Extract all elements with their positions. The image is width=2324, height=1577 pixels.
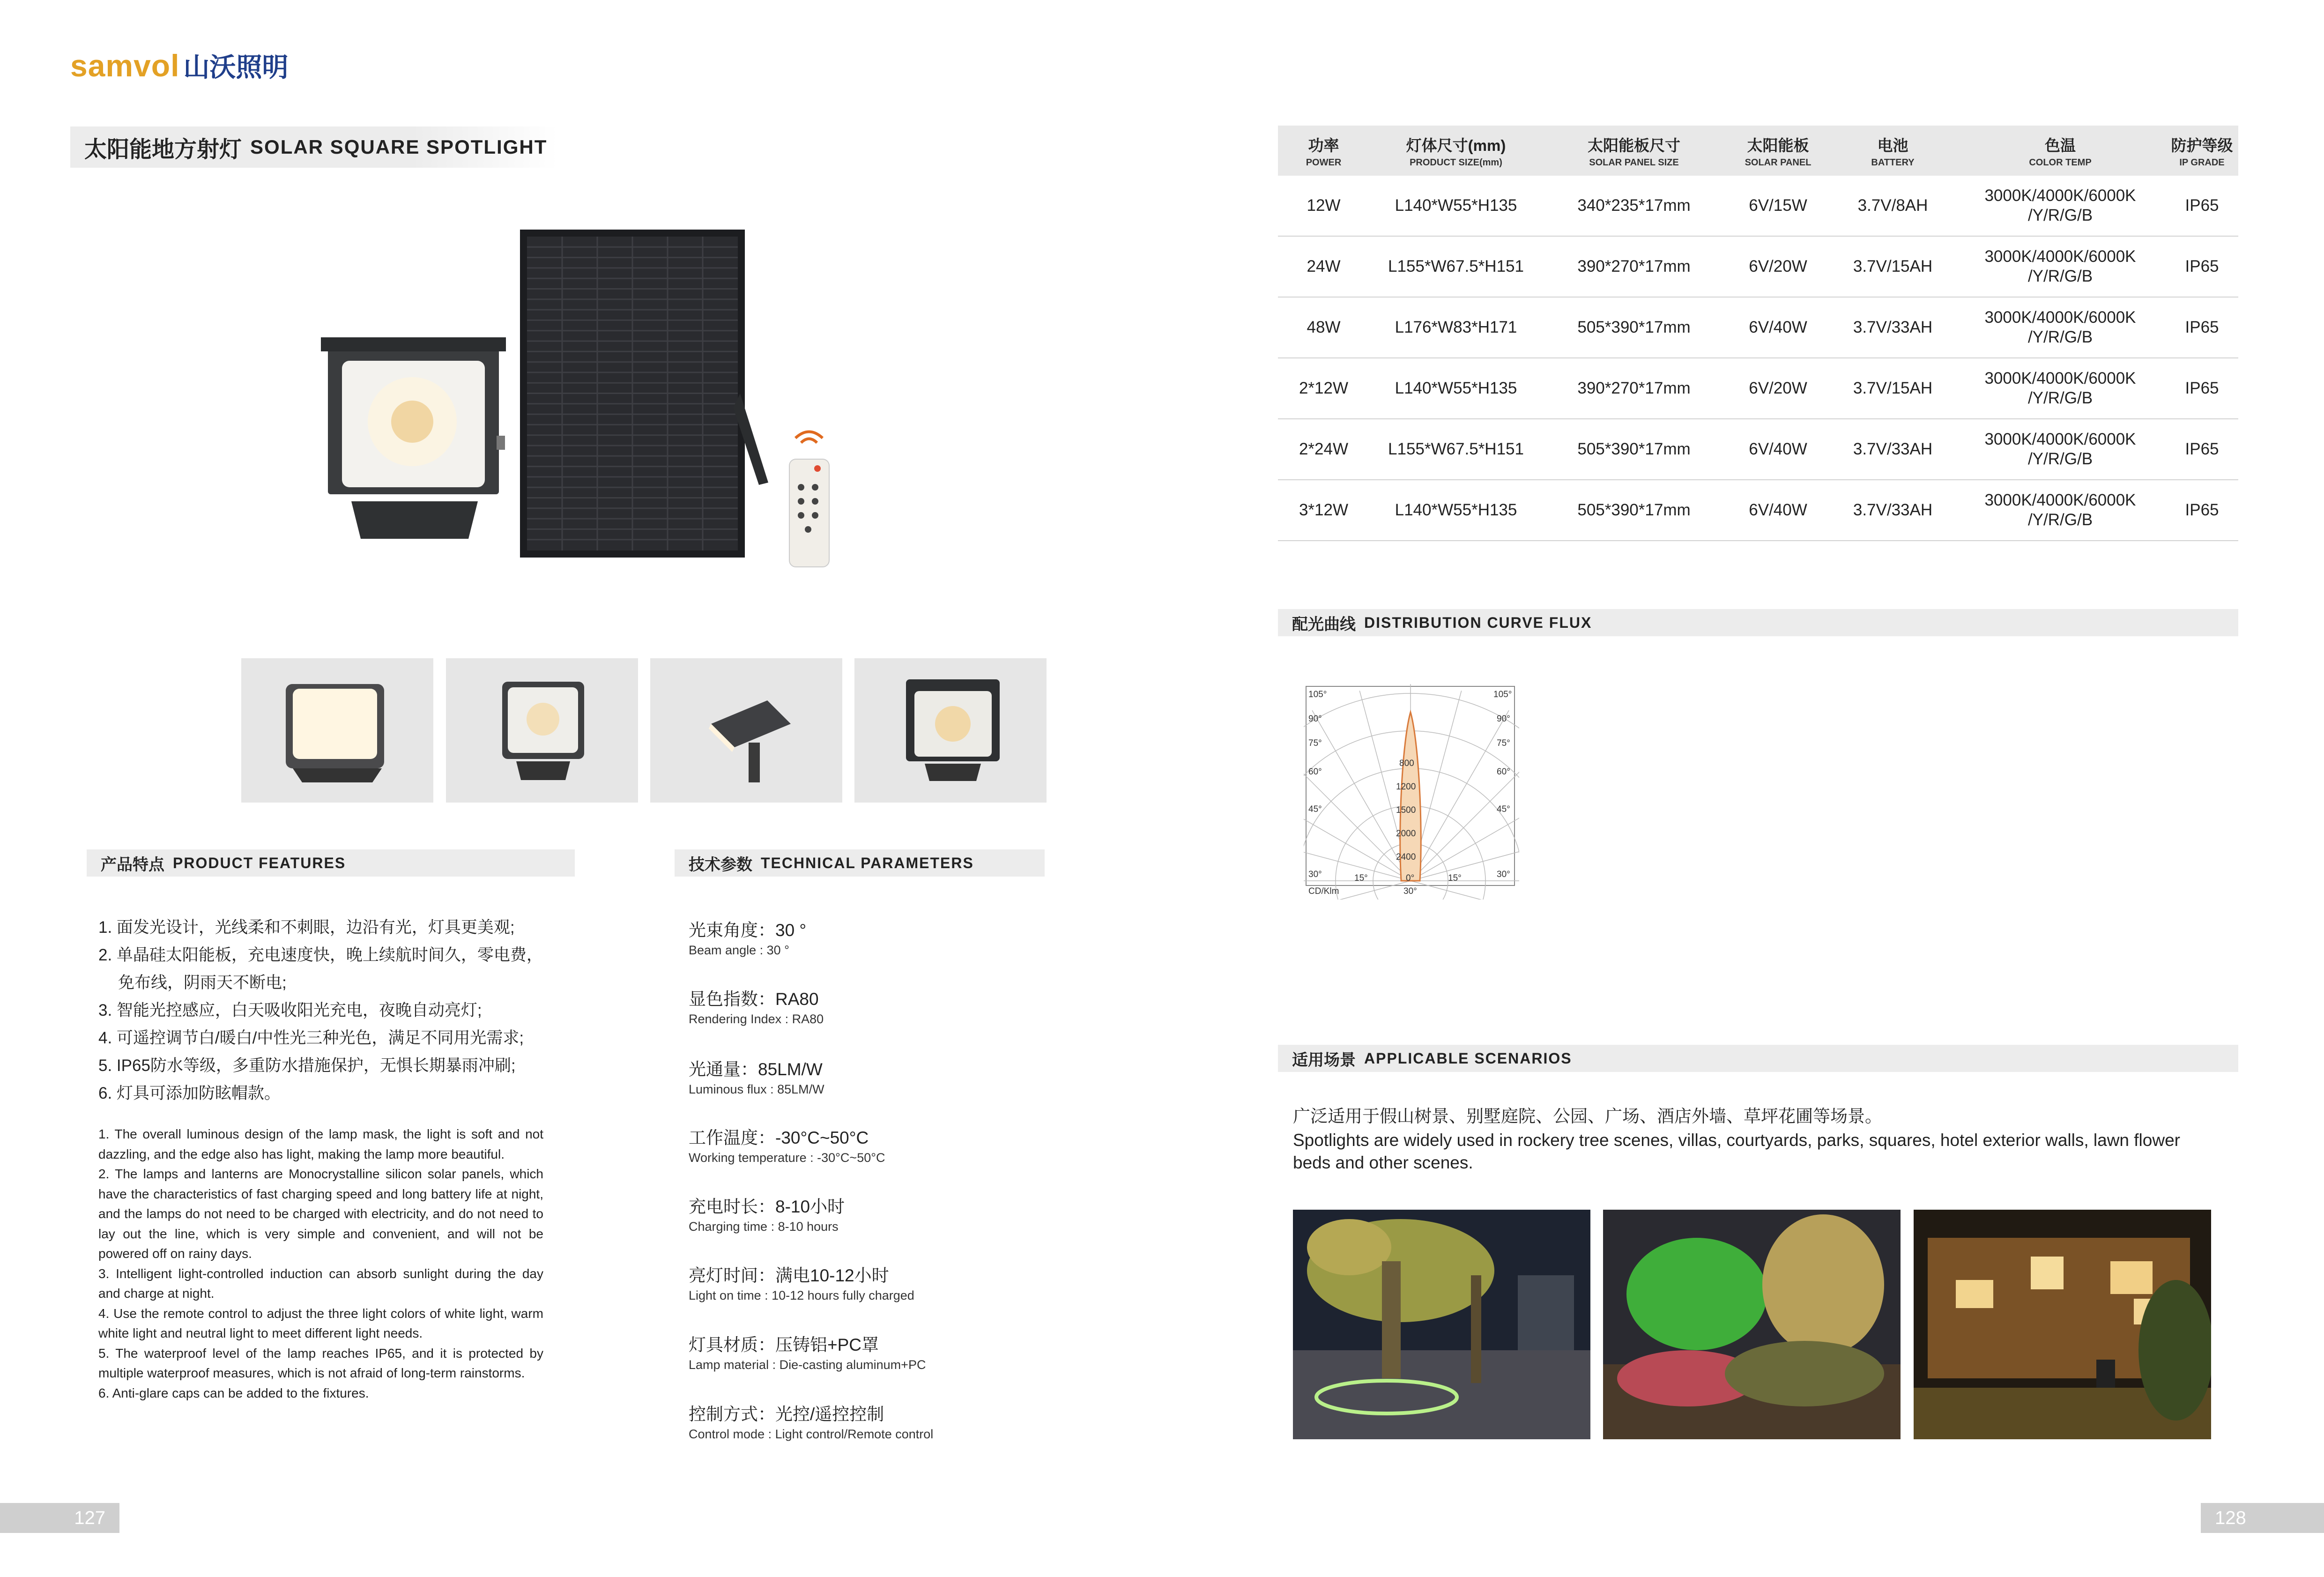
cell-product-size: L176*W83*H171: [1369, 297, 1543, 358]
angle-label-left: 45°: [1308, 804, 1322, 814]
feature-cn-line: 3. 智能光控感应，白天吸收阳光充电，夜晚自动亮灯;: [98, 1001, 482, 1019]
cell-power: 24W: [1278, 236, 1369, 297]
param-en: Light on time : 10-12 hours fully charged: [689, 1288, 914, 1302]
cell-power: 12W: [1278, 176, 1369, 236]
page-number-left: [0, 1503, 119, 1533]
cell-product-size: L155*W67.5*H151: [1369, 236, 1543, 297]
thumbnail-3[interactable]: [650, 658, 842, 803]
solar-panel: [520, 230, 768, 558]
distribution-header-en: DISTRIBUTION CURVE FLUX: [1364, 614, 1592, 631]
thumbnail-1[interactable]: [241, 658, 433, 803]
feature-en-paragraph: 1. The overall luminous design of the lamp mask, the light is soft and not dazzling, and the edge also has light, making the lamp more beautiful.: [98, 1127, 543, 1161]
remote-control: [789, 432, 829, 567]
param-cn: 显色指数：RA80: [689, 989, 819, 1009]
param-charging-time: [689, 1192, 1063, 1234]
cell-ip-grade: IP65: [2166, 176, 2238, 236]
param-lamp-material: [689, 1331, 1063, 1372]
param-en: Working temperature : -30°C~50°C: [689, 1151, 885, 1165]
col-header-solar-panel: 太阳能板 SOLAR PANEL: [1725, 126, 1831, 176]
params-header: [675, 849, 1045, 877]
cell-ip-grade: IP65: [2166, 297, 2238, 358]
angle-label-left: 30°: [1308, 870, 1322, 879]
cell-battery: 3.7V/8AH: [1831, 176, 1955, 236]
polar-value-label: 1200: [1396, 782, 1416, 792]
cell-ip-grade: IP65: [2166, 236, 2238, 297]
logo-text-cn: 山沃照明: [183, 52, 289, 82]
scene-photo-garden: [1603, 1210, 1901, 1439]
param-en: Luminous flux : 85LM/W: [689, 1082, 824, 1096]
table-row: [1278, 297, 2238, 358]
page-number-right: [2201, 1503, 2324, 1533]
param-cn: 灯具材质：压铸铝+PC罩: [689, 1335, 879, 1354]
angle-label-right: 90°: [1497, 714, 1510, 724]
col-header-battery: 电池 BATTERY: [1831, 126, 1955, 176]
product-title-cn: 太阳能地方射灯: [84, 137, 242, 162]
param-cn: 控制方式：光控/遥控控制: [689, 1405, 884, 1424]
distribution-header-cn: 配光曲线: [1292, 615, 1356, 633]
param-control-mode: [689, 1400, 1063, 1442]
cell-color-temp: 3000K/4000K/6000K /Y/R/G/B: [1955, 236, 2166, 297]
param-en: Lamp material : Die-casting aluminum+PC: [689, 1358, 926, 1372]
scene-photo-wall: [1914, 1210, 2211, 1439]
param-beam-angle: [689, 916, 1063, 958]
product-title-bar: [70, 126, 557, 168]
cell-solar-panel-size: 390*270*17mm: [1543, 236, 1725, 297]
scenarios-header-en: APPLICABLE SCENARIOS: [1364, 1049, 1572, 1067]
col-header-ip-grade: 防护等级 IP GRADE: [2166, 126, 2238, 176]
angle-label-right: 105°: [1493, 690, 1512, 699]
polar-distribution-diagram: [1304, 684, 1519, 900]
param-cn: 光束角度：30 °: [689, 921, 807, 940]
table-row: [1278, 176, 2238, 236]
cell-battery: 3.7V/15AH: [1831, 236, 1955, 297]
polar-value-label: 2400: [1396, 852, 1416, 862]
col-header-product-size: 灯体尺寸(mm) PRODUCT SIZE(mm): [1369, 126, 1543, 176]
cell-power: 2*24W: [1278, 419, 1369, 480]
angle-label-left: 75°: [1308, 738, 1322, 748]
feature-cn-line: 6. 灯具可添加防眩帽款。: [98, 1084, 281, 1102]
cell-solar-panel-size: 340*235*17mm: [1543, 176, 1725, 236]
feature-en-paragraph: 3. Intelligent light-controlled induction can absorb sunlight during the day and charge at night.: [98, 1266, 543, 1301]
cell-solar-panel-size: 390*270*17mm: [1543, 358, 1725, 419]
col-header-solar-panel-size: 太阳能板尺寸 SOLAR PANEL SIZE: [1543, 126, 1725, 176]
features-header-cn: 产品特点: [101, 855, 164, 874]
polar-value-label: 1500: [1396, 805, 1416, 815]
thumbnail-lamp-front: [446, 658, 638, 803]
cell-color-temp: 3000K/4000K/6000K /Y/R/G/B: [1955, 176, 2166, 236]
cell-power: 2*12W: [1278, 358, 1369, 419]
cell-color-temp: 3000K/4000K/6000K /Y/R/G/B: [1955, 297, 2166, 358]
spec-table: [1278, 126, 2238, 541]
angle-label-right: 75°: [1497, 738, 1510, 748]
cell-solar-panel: 6V/40W: [1725, 480, 1831, 541]
cell-ip-grade: IP65: [2166, 358, 2238, 419]
cell-solar-panel: 6V/40W: [1725, 419, 1831, 480]
thumbnail-lamp-glow: [241, 658, 433, 803]
product-title-en: SOLAR SQUARE SPOTLIGHT: [250, 136, 548, 158]
logo-text-en: samvol: [70, 48, 180, 83]
brand-logo: [70, 47, 288, 84]
distribution-header: [1278, 609, 2238, 636]
table-row: [1278, 480, 2238, 541]
scenarios-text-cn: 广泛适用于假山树景、别墅庭院、公园、广场、酒店外墙、草坪花圃等场景。: [1293, 1107, 1882, 1126]
feature-en-paragraph: 6. Anti-glare caps can be added to the fixtures.: [98, 1385, 369, 1400]
param-en: Charging time : 8-10 hours: [689, 1220, 839, 1234]
cell-battery: 3.7V/33AH: [1831, 297, 1955, 358]
feature-en-paragraph: 4. Use the remote control to adjust the three light colors of white light, warm white light and neutral light to meet different light needs.: [98, 1306, 543, 1340]
angle-label-bottom: 0°: [1406, 873, 1415, 883]
cell-battery: 3.7V/33AH: [1831, 480, 1955, 541]
spec-table-header-row: [1278, 126, 2238, 176]
param-luminous-flux: [689, 1055, 1063, 1097]
page-number-right-text: 128: [2215, 1507, 2246, 1528]
param-cn: 亮灯时间：满电10-12小时: [689, 1266, 889, 1285]
cell-product-size: L155*W67.5*H151: [1369, 419, 1543, 480]
polar-unit-label: CD/Klm: [1308, 886, 1339, 896]
angle-label-right: 30°: [1497, 870, 1510, 879]
cell-power: 3*12W: [1278, 480, 1369, 541]
angle-label-left: 105°: [1308, 690, 1327, 699]
col-header-power: 功率 POWER: [1278, 126, 1369, 176]
angle-label-left: 90°: [1308, 714, 1322, 724]
cell-ip-grade: IP65: [2166, 419, 2238, 480]
angle-label-right: 45°: [1497, 804, 1510, 814]
thumbnail-4[interactable]: [854, 658, 1047, 803]
feature-cn-line: 1. 面发光设计，光线柔和不刺眼，边沿有光，灯具更美观;: [98, 918, 515, 937]
param-cn: 充电时长：8-10小时: [689, 1197, 845, 1216]
page-number-left-text: 127: [74, 1507, 105, 1528]
thumbnail-lamp-side: [650, 658, 842, 803]
thumbnail-lamp-hood: [854, 658, 1047, 803]
table-row: [1278, 419, 2238, 480]
cell-battery: 3.7V/15AH: [1831, 358, 1955, 419]
params-header-en: TECHNICAL PARAMETERS: [761, 854, 974, 871]
param-en: Control mode : Light control/Remote control: [689, 1427, 934, 1441]
cell-solar-panel: 6V/40W: [1725, 297, 1831, 358]
table-row: [1278, 358, 2238, 419]
cell-solar-panel: 6V/15W: [1725, 176, 1831, 236]
angle-label-right: 60°: [1497, 767, 1510, 777]
param-working-temp: [689, 1123, 1063, 1165]
features-list-cn: [98, 914, 567, 1107]
cell-color-temp: 3000K/4000K/6000K /Y/R/G/B: [1955, 480, 2166, 541]
polar-value-label: 2000: [1396, 829, 1416, 839]
cell-color-temp: 3000K/4000K/6000K /Y/R/G/B: [1955, 358, 2166, 419]
feature-cn-line: 4. 可遥控调节白/暖白/中性光三种光色，满足不同用光需求;: [98, 1029, 524, 1047]
scenarios-header-cn: 适用场景: [1292, 1051, 1356, 1069]
cell-solar-panel-size: 505*390*17mm: [1543, 297, 1725, 358]
feature-en-paragraph: 2. The lamps and lanterns are Monocrystalline silicon solar panels, which have the characteristics of fast charging speed and long battery life at night, and the lamps do not need to be charged with electricity, and do not need to lay out the line, which is very simple and convenient, and will not be powered off on rainy days.: [98, 1167, 543, 1261]
spotlight-lamp: [321, 337, 506, 539]
angle-label-bottom: 15°: [1448, 873, 1462, 883]
feature-cn-line: 2. 单晶硅太阳能板，充电速度快，晚上续航时间久，零电费，: [98, 946, 543, 964]
cell-solar-panel: 6V/20W: [1725, 236, 1831, 297]
angle-label-bottom: 15°: [1354, 873, 1368, 883]
angle-label-left: 60°: [1308, 767, 1322, 777]
param-en: Beam angle : 30 °: [689, 943, 789, 957]
param-en: Rendering Index : RA80: [689, 1012, 824, 1026]
param-cn: 工作温度：-30°C~50°C: [689, 1128, 869, 1147]
scenarios-text-en: Spotlights are widely used in rockery tree scenes, villas, courtyards, parks, squares, hotel exterior walls, lawn flower beds and other scenes.: [1293, 1131, 2180, 1172]
table-row: [1278, 236, 2238, 297]
feature-en-paragraph: 5. The waterproof level of the lamp reaches IP65, and it is protected by multiple waterproof measures, which is not afraid of long-term rainstorms.: [98, 1346, 543, 1380]
cell-product-size: L140*W55*H135: [1369, 480, 1543, 541]
feature-cn-line: 5. IP65防水等级，多重防水措施保护，无惧长期暴雨冲刷;: [98, 1056, 516, 1075]
param-light-on-time: [689, 1261, 1063, 1303]
features-header-en: PRODUCT FEATURES: [173, 854, 346, 871]
param-cn: 光通量：85LM/W: [689, 1060, 823, 1079]
cell-solar-panel-size: 505*390*17mm: [1543, 480, 1725, 541]
angle-label-bottom-center: 30°: [1403, 886, 1417, 896]
param-rendering-index: [689, 985, 1063, 1027]
cell-battery: 3.7V/33AH: [1831, 419, 1955, 480]
cell-product-size: L140*W55*H135: [1369, 358, 1543, 419]
col-header-color-temp: 色温 COLOR TEMP: [1955, 126, 2166, 176]
hero-product-image: [319, 220, 843, 586]
polar-value-label: 800: [1399, 759, 1414, 768]
scenarios-header: [1278, 1045, 2238, 1072]
thumbnail-2[interactable]: [446, 658, 638, 803]
cell-color-temp: 3000K/4000K/6000K /Y/R/G/B: [1955, 419, 2166, 480]
features-list-en: [98, 1124, 543, 1403]
params-header-cn: 技术参数: [689, 855, 752, 874]
scene-photo-plaza: [1293, 1210, 1590, 1439]
cell-power: 48W: [1278, 297, 1369, 358]
cell-solar-panel-size: 505*390*17mm: [1543, 419, 1725, 480]
cell-solar-panel: 6V/20W: [1725, 358, 1831, 419]
cell-product-size: L140*W55*H135: [1369, 176, 1543, 236]
feature-cn-line: 免布线，阴雨天不断电;: [118, 974, 287, 992]
cell-ip-grade: IP65: [2166, 480, 2238, 541]
features-header: [87, 849, 575, 877]
